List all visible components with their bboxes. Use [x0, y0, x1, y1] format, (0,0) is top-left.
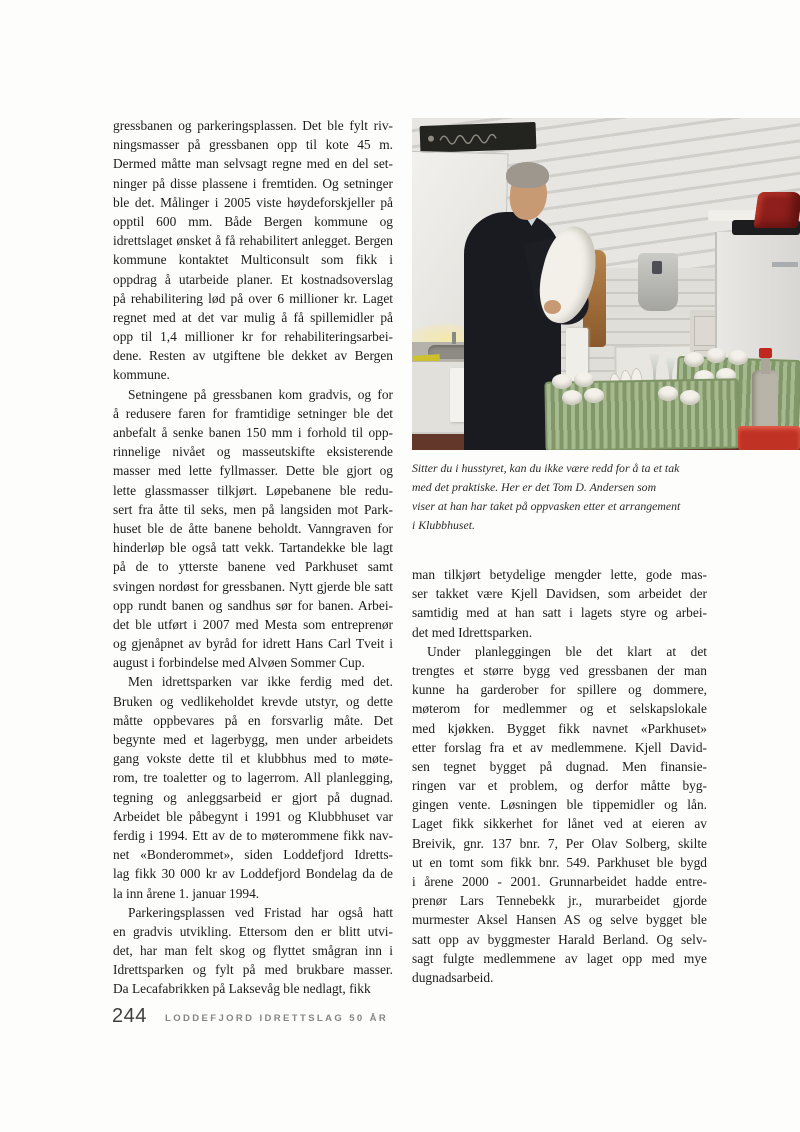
text-line: gingen vente. Løsningen ble tippemidler og lån. — [412, 797, 707, 813]
cup — [680, 390, 700, 405]
text-line: opptil 600 mm. Både Bergen kommune og — [113, 213, 393, 229]
text-line: sert fra åtte til seks, men på langsiden mot Park- — [113, 501, 393, 517]
page-number: 244 — [112, 1005, 147, 1027]
text-line: sagt fulgte medlemmene av laget opp med mye — [412, 950, 707, 966]
red-bag — [753, 192, 800, 228]
text-line: dugnadsarbeid. — [412, 969, 494, 985]
text-line: sen tegnet bygget på dugnad. Men finansie- — [412, 758, 707, 774]
dish-crate-left — [544, 378, 739, 450]
text-line: la inn årene 1. januar 1994. — [113, 885, 260, 901]
text-line: Da Lecafabrikken på Laksevåg ble nedlagt, fikk — [113, 981, 371, 997]
text-line: i årene 2000 - 2001. Grunnarbeidet hadde entre- — [412, 874, 707, 889]
text-line: opp til 1,4 millioner kr for rehabiliteringsarbei- — [113, 329, 393, 345]
text-line: på rehabilitering lød på over 6 millioner kr. Laget — [113, 290, 393, 306]
dark-wall-sign — [420, 122, 537, 153]
text-line: masser med lette fyllmasser. Dette ble gjort og — [113, 463, 393, 479]
cup — [562, 390, 582, 405]
text-line: Under planleggingen ble det klart at det — [427, 643, 707, 659]
text-line: en gradvis utvikling. Ettersom den er blitt utvi- — [113, 923, 393, 939]
text-line: på de to ytterste banene ved Parkhuset samt — [113, 559, 393, 575]
cup — [658, 386, 678, 401]
caption-line: viser at han har taket på oppvasken etter et arrangement — [412, 499, 681, 513]
text-line: Setningene på gressbanen kom gradvis, og for — [128, 386, 393, 402]
caption-line: med det praktiske. Her er det Tom D. Andersen som — [412, 480, 657, 494]
text-line: ninger på disse plassene i fremtiden. Og setninger — [113, 175, 393, 191]
sign-script-squiggle — [426, 127, 526, 146]
text-line: svingen nordøst for gressbanen. Nytt gjerde ble satt — [113, 578, 393, 594]
text-line: Arbeidet ble påbegynt i 1991 og Klubbhuset var — [113, 808, 393, 824]
cup — [728, 350, 748, 365]
text-line: lette glassmasser tilkjørt. Løpebanene ble redu- — [113, 482, 393, 498]
text-line: Breivik, gnr. 137 bnr. 7, Per Olav Solberg, skilte — [412, 835, 707, 851]
red-container — [738, 426, 800, 450]
text-line: lag fikk 30 000 kr av Loddefjord Bondelag da de — [113, 866, 393, 882]
text-line: ningsmasser på gressbanen opp til kote 45 m. — [113, 137, 393, 153]
text-line: opp rundt banen og sandhus sør for banen. Arbei- — [113, 597, 393, 613]
text-line: måtte oppbevares på en forsvarlig måte. Det — [113, 712, 393, 728]
text-line: oppdrag å utarbeide planer. Et kostnadsoverslag — [113, 271, 393, 287]
man-hand — [544, 300, 561, 314]
caption-line: Sitter du i husstyret, kan du ikke være redd for å ta et tak — [412, 461, 680, 475]
text-line: og gjenåpnet av byråd for idrett Hans Carl Tveit i — [113, 636, 393, 652]
paragraph — [412, 642, 707, 987]
cup — [684, 352, 704, 367]
cup — [584, 388, 604, 403]
text-line: ferdig i 1994. Ett av de to møterommene fikk nav- — [113, 827, 393, 843]
cup — [706, 348, 726, 363]
text-line: august i forbindelse med Alvøen Sommer Cup. — [113, 655, 365, 671]
text-line: satt opp av byggmester Harald Berland. Og selv- — [412, 931, 707, 947]
text-line: dene. Resten av utgiftene ble dekket av Bergen — [113, 348, 393, 364]
text-line: huset ble de åtte banene beholdt. Vanngraven for — [113, 520, 393, 536]
text-line: begynte med et lagerbygg, men under arbeidets — [113, 732, 393, 747]
text-line: Parkeringsplassen ved Fristad har også hatt — [128, 904, 393, 920]
text-line: ble det. Målinger i 2005 viste høydeforskjeller på — [113, 194, 393, 210]
paragraph — [113, 672, 393, 902]
text-line: kommune kontaktet Multiconsult som fikk i — [113, 252, 393, 268]
fridge-logo — [772, 262, 798, 267]
paper-towel-dispenser — [638, 253, 678, 311]
paragraph — [113, 903, 393, 999]
right-text-column — [412, 565, 707, 987]
text-line: kunne ha garderober for spillere og dommere, — [412, 682, 707, 698]
cup — [574, 372, 594, 387]
page-footer — [0, 1003, 800, 1033]
text-line: ser takket være Kjell Davidsen, som arbeidet der — [412, 586, 707, 602]
text-line: idrettslaget ønsket å få rehabilitert anlegget. Bergen — [113, 233, 393, 249]
paragraph — [412, 565, 707, 642]
text-line: samtidig med at han satt i lagets styre og arbei- — [412, 605, 707, 621]
text-line: etter forslag fra et av medlemmene. Kjell David- — [412, 739, 707, 755]
text-line: Idrettsparken og fylt på med brukbare masser. — [113, 962, 393, 978]
text-line: Dermed måtte man selvsagt regne med en del set- — [113, 156, 393, 172]
text-line: trengtes et større bygg ved gressbanen der man — [412, 662, 707, 678]
text-line: gang vokste dette til et klubbhus med to møte- — [113, 751, 393, 767]
photo-caption — [412, 459, 712, 535]
text-line: prenør Lars Tennebekk jr., murarbeidet gjorde — [412, 893, 707, 909]
text-line: anbefalt å senke banen 150 mm i forhold til opp- — [113, 425, 393, 440]
text-line: kommune. — [113, 367, 170, 383]
text-line: ringen var et problem, og derfor måtte byg- — [412, 778, 707, 794]
text-line: det ble utført i 2007 med Mesta som entreprenør — [113, 616, 393, 632]
paragraph — [113, 116, 393, 385]
text-line: hinderløp ble også tatt vekk. Tartandekke ble lagt — [113, 540, 393, 556]
text-line: net «Bonderommet», siden Loddefjord Idretts- — [113, 847, 393, 863]
text-line: møterom for medlemmer og et selskapslokale — [412, 701, 707, 717]
text-line: det med Idrettsparken. — [412, 624, 533, 640]
text-line: Bruken og vedlikeholdet krevde utstyr, og dette — [113, 693, 393, 709]
sink-faucet — [452, 332, 456, 344]
text-line: rom, tre toaletter og to lagerrom. All planlegging, — [113, 770, 393, 786]
man-gray-hair — [506, 162, 549, 188]
kitchen-photo — [412, 118, 800, 450]
dispenser-window — [652, 261, 662, 274]
text-line: Laget fikk sikkerhet for lånet ved at eieren av — [412, 816, 707, 832]
caption-line: i Klubbhuset. — [412, 518, 475, 532]
text-line: murmester Aksel Hansen AS og selve bygget ble — [412, 912, 707, 928]
text-line: Men idrettsparken var ikke ferdig med det. — [128, 674, 393, 690]
left-text-column — [113, 116, 393, 999]
text-line: ut en tomt som fikk bnr. 549. Parkhuset ble bygd — [412, 854, 707, 870]
text-line: med kjøkken. Bygget fikk navnet «Parkhuset» — [412, 720, 707, 736]
text-line: gressbanen og parkeringsplassen. Det ble fylt riv- — [113, 118, 393, 133]
text-line: å redusere faren for framtidige setninger ble det — [113, 405, 393, 421]
text-line: rinnelige nivået og masseutskifte eksisterende — [113, 444, 393, 460]
text-line: det, har man felt skog og flyttet smågran inn i — [113, 943, 393, 959]
bottle-neck — [761, 356, 770, 374]
cup — [552, 374, 572, 389]
running-title: LODDEFJORD IDRETTSLAG 50 ÅR — [165, 1013, 389, 1024]
text-line: man tilkjørt betydelige mengder lette, gode mas- — [412, 567, 707, 582]
text-line: regnet med at det var mulig å få spillemidler på — [113, 309, 393, 325]
text-line: tegning og anleggsarbeid er gjort på dugnad. — [113, 789, 393, 805]
red-bottle-cap — [759, 348, 772, 358]
paragraph — [113, 385, 393, 673]
